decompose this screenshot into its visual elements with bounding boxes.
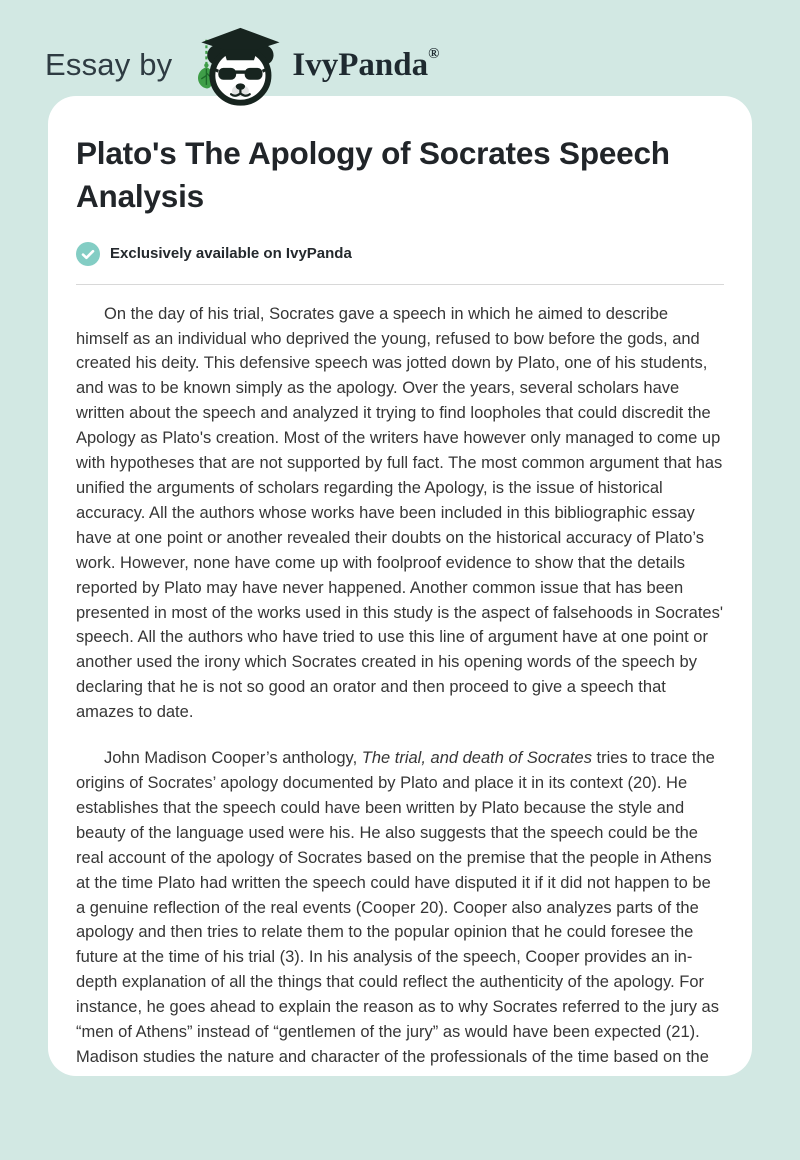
brand-name: IvyPanda <box>292 46 429 83</box>
text-run: tries to trace the origins of Socrates’ apology documented by Plato and place it in its context (20). He establishes that the speech could have been written by Plato because the style and beauty of the language used were his. He also suggests that the speech could be the real account of the apology of Socrates based on the premise that the people in Athens at the time Plato had written the speech could have disputed it if it did not happen to be a genuine reflection of the real events (Cooper 20). Cooper also analyzes parts of the apology and then tries to relate them to the popular opinion that he could foresee the future at the time of his trial (3). In his analysis of the speech, Cooper provides an in-depth explanation of all the things that could reflect the authenticity of the apology. For instance, he goes ahead to explain the reason as to why Socrates referred to the jury as “men of Athens” instead of “gentlemen of the jury” as would have been expected (21). Madison studies the nature and character of the professionals of the time based on the <box>76 749 719 1066</box>
essay-card <box>48 96 752 1076</box>
essay-title: Plato's The Apology of Socrates Speech Analysis <box>76 135 670 214</box>
ivypanda-logo-link[interactable] <box>186 21 439 109</box>
essay-by-label: Essay by <box>45 47 173 82</box>
site-header <box>0 0 800 96</box>
text-run: On the day of his trial, Socrates gave a speech in which he aimed to describe himself as an individual who deprived the young, refused to bow before the gods, and created his deity. This defensive speech was jotted down by Plato, one of his students, and was to be known simply as the apology. Over the years, several scholars have written about the speech and analyzed it trying to find loopholes that could discredit the Apology as Plato's creation. Most of the writers have however only managed to come up with hypotheses that are not supported by full fact. The most common argument that has unified the arguments of scholars regarding the Apology, is the issue of historical accuracy. All the authors whose works have been included in this bibliographic essay have at one point or another revealed their doubts on the historical accuracy of Plato’s work. However, none have come up with foolproof evidence to show that the details reported by Plato may have never happened. Another common issue that has been presented in most of the works used in this study is the aspect of falsehoods in Socrates' speech. All the authors who have tried to use this line of argument have at one point or another used the irony which Socrates created in his opening words of the speech by declaring that he is not so good an orator and then proceed to give a speech that amazes to date. <box>76 304 723 722</box>
availability-text: Exclusively available on IvyPanda <box>110 245 352 263</box>
essay-paragraph-2 <box>76 746 724 1070</box>
text-run: John Madison Cooper’s anthology, <box>104 749 362 768</box>
registered-trademark-icon: ® <box>428 45 440 62</box>
check-icon <box>76 242 100 266</box>
availability-row <box>76 242 724 266</box>
essay-paragraph-1 <box>76 302 724 725</box>
divider <box>76 284 724 285</box>
panda-graduate-logo-icon <box>186 25 288 109</box>
italic-text-run: The trial, and death of Socrates <box>361 749 592 768</box>
